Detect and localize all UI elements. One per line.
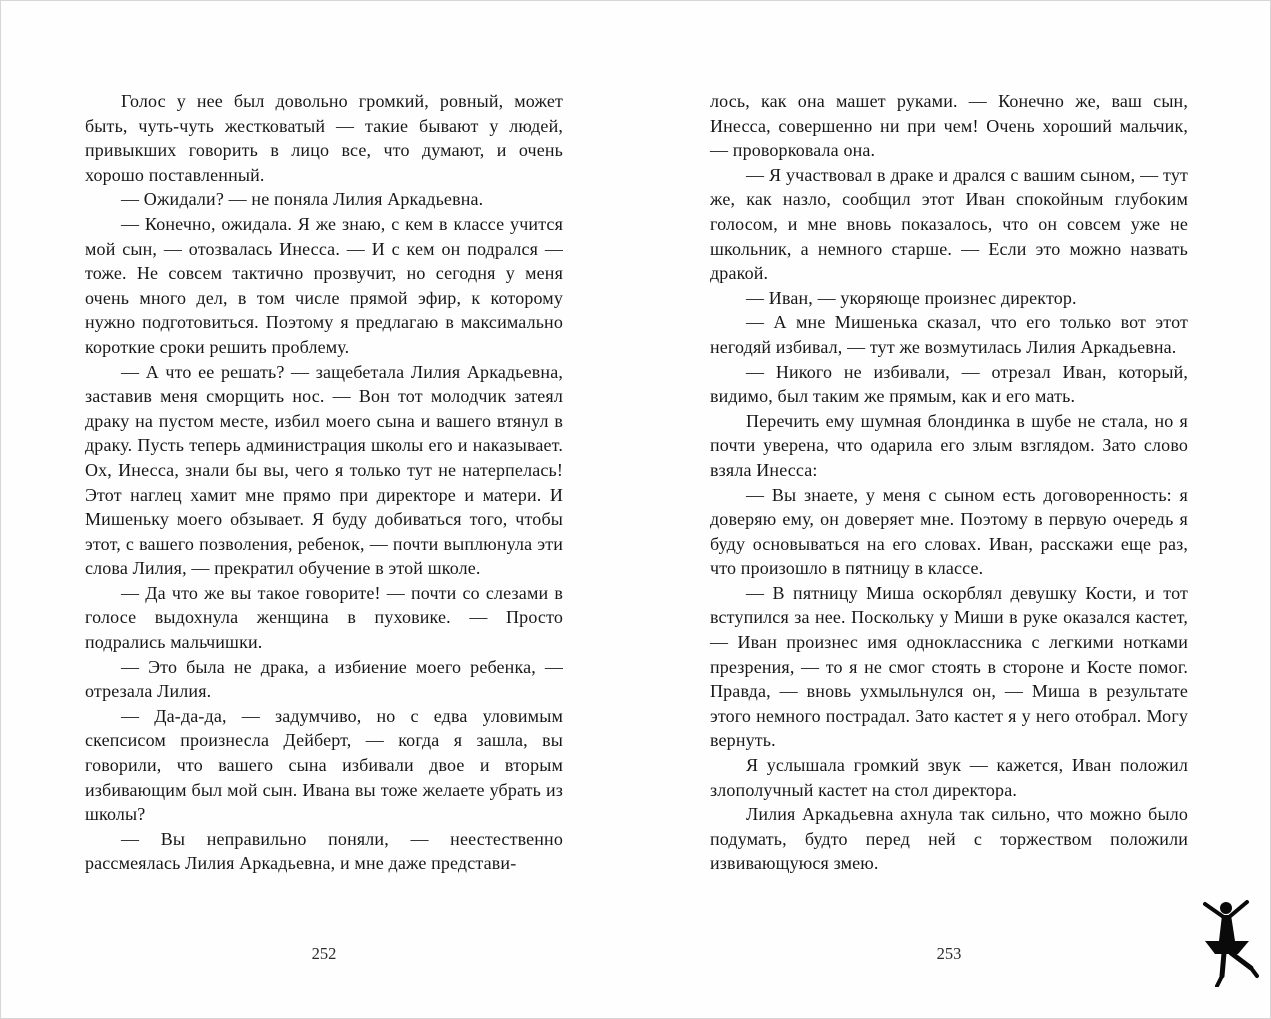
paragraph: — Никого не избивали, — отрезал Иван, который, видимо, был таким же прямым, как и его мать. [710, 361, 1188, 407]
paragraph: — Вы знаете, у меня с сыном есть договоренность: я доверяю ему, он доверяет мне. Поэтому в первую очередь я буду основываться на его словах. Иван, расскажи еще раз, что произошло в пятницу в классе. [710, 484, 1188, 579]
page-number-left: 252 [311, 944, 337, 963]
paragraph: — Да-да-да, — задумчиво, но с едва уловимым скепсисом произнесла Дейберт, — когда я зашла, вы говорили, что вашего сына избивали двое и вторым избивающим был мой сын. Ивана вы тоже желаете убрать из школы? [85, 705, 563, 825]
paragraph: Перечить ему шумная блондинка в шубе не стала, но я почти уверена, что одарила его злым взглядом. Зато слово взяла Инесса: [710, 410, 1188, 480]
ballerina-icon [1189, 899, 1259, 987]
paragraph: — А мне Мишенька сказал, что его только вот этот негодяй избивал, — тут же возмутилась Лилия Аркадьевна. [710, 312, 1188, 357]
paragraph: — Я участвовал в драке и дрался с вашим сыном, — тут же, как назло, сообщил этот Иван спокойным глубоким голосом, и мне вновь показалось, что он совсем уже не школьник, а немного старше. — Если это можно назвать дракой. [710, 164, 1188, 284]
page-left-text [85, 89, 563, 876]
paragraph: — Иван, — укоряюще произнес директор. [746, 287, 1077, 308]
page-right-text [710, 89, 1188, 876]
paragraph: — В пятницу Миша оскорблял девушку Кости, и тот вступился за нее. Поскольку у Миши в руке оказался кастет, — Иван произнес имя одноклассника с легкими нотками презрения, — то я не смог стоять в стороне и Косте помог. Правда, — вновь ухмыльнулся он, — Миша в результате этого немного пострадал. Зато кастет я у него отобрал. Могу вернуть. [710, 582, 1188, 751]
paragraph: — Ожидали? — не поняла Лилия Аркадьевна. [121, 189, 484, 210]
paragraph: — Да что же вы такое говорите! — почти со слезами в голосе выдохнула женщина в пуховике. — Просто подрались мальчишки. [85, 582, 563, 653]
paragraph: Я услышала громкий звук — кажется, Иван положил злополучный кастет на стол директора. [710, 755, 1188, 800]
paragraph: — Это была не драка, а избиение моего ребенка, — отрезала Лилия. [85, 656, 563, 702]
paragraph: Голос у нее был довольно громкий, ровный, может быть, чуть-чуть жестковатый — такие бывают у людей, привыкших говорить в лицо все, что думают, и очень хорошо поставленный. [85, 91, 563, 185]
paragraph: — Вы неправильно поняли, — неестественно рассмеялась Лилия Аркадьевна, и мне даже представи- [85, 828, 563, 874]
paragraph-continuation: лось, как она машет руками. — Конечно же, ваш сын, Инесса, совершенно ни при чем! Очень хороший мальчик, — проворковала она. [710, 91, 1188, 161]
paragraph: — Конечно, ожидала. Я же знаю, с кем в классе учится мой сын, — отозвалась Инесса. — И с кем он подрался — тоже. Не совсем тактично прозвучит, но сегодня у меня очень много дел, в том числе прямой эфир, к которому нужно подготовиться. Поэтому я предлагаю в максимально короткие сроки решить проблему. [85, 213, 563, 357]
page-number-right: 253 [936, 944, 962, 963]
paragraph: — А что ее решать? — защебетала Лилия Аркадьевна, заставив меня сморщить нос. — Вон тот молодчик затеял драку на пустом месте, избил моего сына и вашего втянул в драку. Пусть теперь администрация школы его и наказывает. Ох, Инесса, знали бы вы, чего я только тут не натерпелась! Этот наглец хамит мне прямо при директоре и матери. И Мишеньку моего обзывает. Я буду добиваться того, чтобы этот, с вашего позволения, ребенок, — почти выплюнула эти слова Лилия, — прекратил обучение в этой школе. [85, 361, 563, 579]
paragraph: Лилия Аркадьевна ахнула так сильно, что можно было подумать, будто перед ней с торжеством положили извивающуюся змею. [710, 804, 1188, 874]
